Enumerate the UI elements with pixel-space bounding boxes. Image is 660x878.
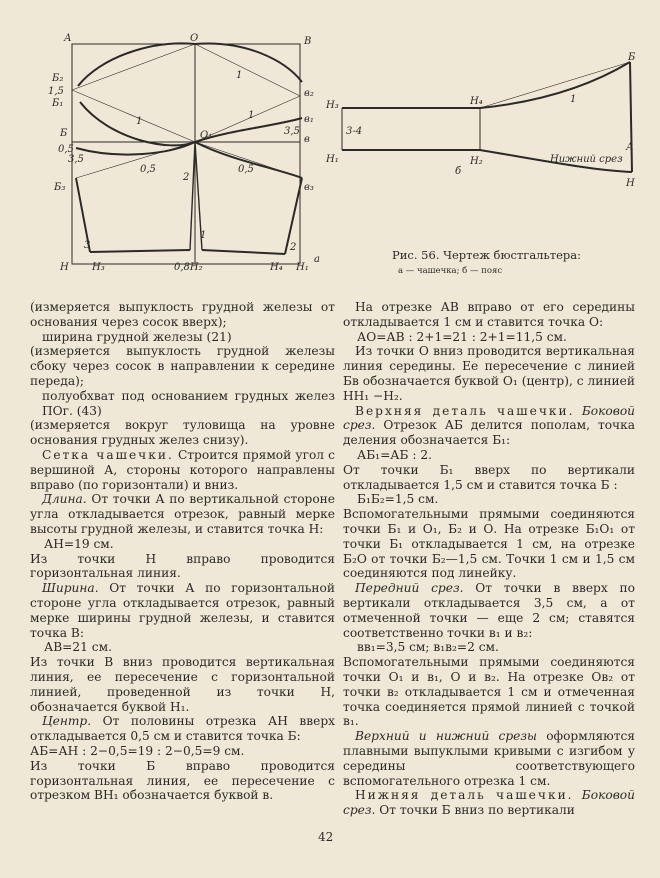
band-label-b: б	[455, 166, 462, 177]
band-label-H3: Н₃	[326, 100, 339, 111]
paragraph: Вспомогательными прямыми соединяются точки Б₁ и О₁, Б₂ и О. На отрезке Б₁О₁ от точки Б₁ откладывается 1 см, на отрезке Б₂О от точки Б₂—1,5 см. Точки 1 см и 1,5 см соединяются под линейку.	[343, 507, 635, 581]
subheading: Передний срез.	[355, 581, 464, 596]
formula: АО=АВ : 2+1=21 : 2+1=11,5 см.	[357, 329, 567, 344]
paragraph: От точки Б₁ вверх по вертикали откладывается 1,5 см и ставится точка Б :	[343, 462, 635, 492]
paragraph: Нижняя деталь чашечки. Боковой срез. От точки Б вниз по вертикали	[343, 788, 635, 818]
paragraph: Верхняя деталь чашечки. Боковой срез. Отрезок АБ делится пополам, точка деления обозначается Б₁:	[343, 403, 636, 448]
subheading: Сетка чашечки.	[42, 447, 174, 462]
label-1a: 1	[136, 116, 143, 127]
label-35b: 3,5	[68, 154, 84, 165]
label-v1: в₁	[304, 114, 314, 125]
band-label-1: 1	[570, 94, 577, 105]
label-2: 2	[290, 242, 297, 253]
label-1b: 1	[236, 70, 243, 81]
paragraph: (измеряется вокруг туловища на уровне основания грудных желез снизу).	[30, 418, 335, 448]
right-column	[343, 300, 635, 818]
paragraph: полуобхват под основанием грудных желез ПОг. (43)	[42, 388, 335, 418]
subheading: Верхний и нижний срезы	[355, 729, 537, 744]
label-O: О	[190, 33, 199, 44]
label-B1: Б₁	[52, 98, 64, 109]
paragraph: Из точки Н вправо проводится горизонтальная линия.	[30, 551, 335, 581]
label-35a: 3,5	[284, 126, 300, 137]
paragraph: На отрезке АВ вправо от его середины откладывается 1 см и ставится точка О:	[343, 300, 635, 329]
left-column	[30, 300, 335, 803]
figure-cup-pattern	[40, 30, 340, 280]
subheading: Центр.	[42, 714, 92, 729]
label-H3: Н₃	[92, 262, 105, 273]
paragraph: Вспомогательными прямыми соединяются точки О₁ и в₁, О и в₂. На отрезке Ов₂ от точки в₂ откладывается 1 см и отмеченная точка соединяется прямой линией с точкой в₁.	[343, 655, 635, 729]
label-B3: Б₃	[54, 182, 66, 193]
formula: вв₁=3,5 см; в₁в₂=2 см.	[357, 640, 499, 655]
paragraph: Из точки В вниз проводится вертикальная линия, ее пересечение с горизонтальной линией, проведенной из точки Н, обозначается буквой Н₁.	[30, 655, 335, 714]
formula: АБ₁=АБ : 2.	[357, 447, 432, 462]
label-H4: Н₄	[270, 262, 283, 273]
figure-caption	[392, 247, 632, 279]
band-label-lower-cut: Нижний срез	[550, 154, 623, 165]
label-05c: 0,5	[238, 164, 254, 175]
subheading: Верхняя деталь чашечки.	[355, 403, 575, 418]
subheading: Ширина.	[42, 581, 99, 596]
formula: АБ=АН : 2−0,5=19 : 2−0,5=9 см.	[30, 743, 245, 758]
band-label-H: Н	[626, 178, 635, 189]
paragraph: (измеряется выпуклость грудной железы от основания через сосок вверх);	[30, 300, 335, 329]
paragraph: Из точки Б вправо проводится горизонтальная линия, ее пересечение с отрезком ВН₁ обозначается буквой в.	[30, 758, 335, 803]
label-05a: 0,5	[58, 144, 74, 155]
label-A: А	[64, 33, 72, 44]
paragraph: (измеряется выпуклость грудной железы сбоку через сосок в направлении к середине переда);	[30, 344, 335, 388]
caption-sub: а — чашечка; б — пояс	[398, 266, 503, 276]
figure-band-pattern	[320, 50, 650, 200]
label-H1: Н₁	[296, 262, 309, 273]
upper-cut-left	[78, 43, 195, 86]
label-H2: 0,8Н₂	[174, 262, 203, 273]
label-H: Н	[60, 262, 69, 273]
caption-title: Рис. 56. Чертеж бюстгальтера:	[392, 248, 582, 262]
label-05b: 0,5	[140, 164, 156, 175]
label-B-mid: Б	[60, 128, 68, 139]
band-label-H4: Н₄	[470, 96, 483, 107]
label-3: 3	[84, 240, 91, 251]
label-B2: Б₂	[52, 73, 64, 84]
formula: АН=19 см.	[44, 536, 114, 551]
paragraph: Сетка чашечки. Строится прямой угол с вершиной А, стороны которого направлены вправо (по горизонтали) и вниз.	[30, 447, 335, 492]
label-2-center: 2	[183, 172, 190, 183]
paragraph: Передний срез. От точки в вверх по вертикали откладывается 3,5 см, а от отмеченной точки — еще 2 см; ставятся соответственно точки в₁ и в₂:	[343, 581, 635, 640]
formula: АВ=21 см.	[44, 640, 112, 655]
band-label-A: А	[626, 142, 634, 153]
label-v3: в₃	[304, 182, 314, 193]
page-number: 42	[318, 830, 334, 844]
paragraph: Ширина. От точки А по горизонтальной стороне угла откладывается отрезок, равный мерке ширины грудной железы, и ставится точка В:	[30, 581, 336, 640]
paragraph: Центр. От половины отрезка АН вверх откладывается 0,5 см и ставится точка Б:	[30, 714, 336, 744]
label-O1: О₁	[200, 130, 213, 141]
paragraph: ширина грудной железы (21)	[42, 329, 232, 344]
band-label-H1: Н₁	[326, 154, 339, 165]
band-label-H2: Н₂	[470, 156, 483, 167]
label-15: 1,5	[48, 86, 64, 97]
subheading: Длина.	[42, 492, 87, 507]
label-v2: в₂	[304, 88, 314, 99]
label-1c: 1	[248, 110, 255, 121]
label-v: в	[304, 134, 310, 145]
paragraph: Верхний и нижний срезы оформляются плавными выпуклыми кривыми с изгибом у середины соответствующего вспомогательного отрезка 1 см.	[343, 729, 635, 788]
subheading: Нижняя деталь чашечки.	[355, 788, 574, 803]
label-a: а	[314, 254, 320, 265]
band-label-B: Б	[628, 52, 636, 63]
paragraph: Длина. От точки А по вертикальной стороне угла откладывается отрезок, равный мерке высоты грудной железы, и ставится точка Н:	[30, 492, 336, 536]
paragraph: Из точки О вниз проводится вертикальная линия середины. Ее пересечение с линией Бв обозначается буквой О₁ (центр), с линией НН₁ −Н₂.	[343, 344, 635, 403]
upper-cut-right	[195, 43, 302, 82]
label-1-bottom: 1	[200, 230, 207, 241]
label-B: В	[304, 36, 312, 47]
formula: Б₁Б₂=1,5 см.	[357, 492, 439, 507]
band-label-side: 3-4	[346, 126, 363, 137]
